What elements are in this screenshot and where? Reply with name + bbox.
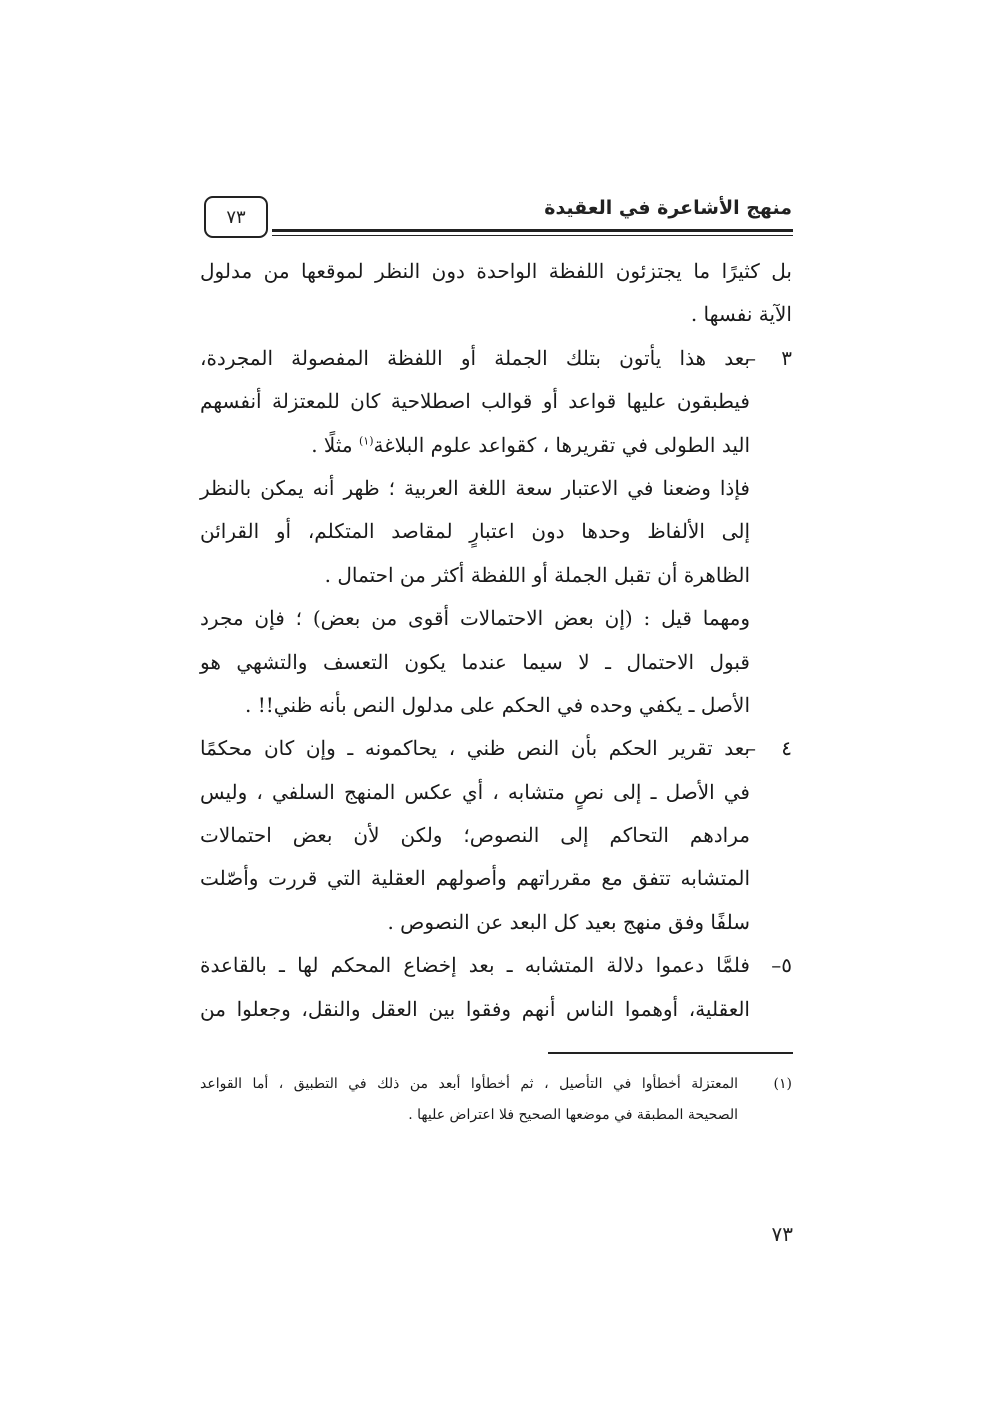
body-line-text: فإذا وضعنا في الاعتبار سعة اللغة العربية ؛ ظهر أنه يمكن بالنظر [200, 475, 750, 500]
body-line-text: بعد هذا يأتون بتلك الجملة أو اللفظة المفصولة المجردة، [200, 345, 750, 370]
list-item-number: ٣ – [746, 345, 792, 370]
body-line-text: اليد الطولى في تقريرها ، كقواعد علوم البلاغة [373, 432, 750, 457]
body-line [200, 814, 792, 857]
body-line [200, 293, 792, 336]
body-line [200, 424, 792, 467]
body-line [200, 771, 792, 814]
footnote-text: المعتزلة أخطأوا في التأصيل ، ثم أخطأوا أبعد من ذلك في التطبيق ، أما القواعد [200, 1076, 738, 1092]
body-line [200, 901, 792, 944]
body-line [200, 684, 792, 727]
body-line-text: ومهما قيل : (إن بعض الاحتمالات أقوى من بعض) ؛ فإن مجرد [200, 606, 750, 631]
body-line-text: العقلية، أوهموا الناس أنهم وفقوا بين العقل والنقل، وجعلوا من [200, 996, 750, 1021]
body-line-text: إلى الألفاظ وحدها دون اعتبارٍ لمقاصد المتكلم، أو القرائن [200, 519, 750, 544]
page-number-footer: ٧٣ [771, 1222, 793, 1246]
body-line-text: فيطبقون عليها قواعد أو قوالب اصطلاحية كان للمعتزلة أنفسهم [200, 389, 750, 414]
body-line-text: الأصل ـ يكفي وحده في الحكم على مدلول النص بأنه ظني!! . [244, 692, 750, 717]
body-text [200, 250, 792, 1031]
body-line [200, 597, 792, 640]
body-line [200, 467, 792, 510]
body-line [200, 641, 792, 684]
footnote-line [200, 1069, 792, 1100]
body-line-text: الظاهرة أن تقبل الجملة أو اللفظة أكثر من احتمال . [324, 562, 750, 587]
body-line-text: بل كثيرًا ما يجتزئون اللفظة الواحدة دون النظر لموقعها من مدلول [200, 259, 792, 283]
header-rule-thin [272, 235, 793, 236]
body-line-text: سلفًا وفق منهج بعيد كل البعد عن النصوص . [387, 909, 750, 934]
running-header-title: منهج الأشاعرة في العقيدة [544, 197, 792, 219]
body-line-text: في الأصل ـ إلى نصٍ متشابه ، أي عكس المنهج السلفي ، وليس [200, 779, 750, 804]
body-line-text: المتشابه تتفق مع مقرراتهم وأصولهم العقلية التي قررت وأصّلت [200, 866, 750, 891]
footnote-reference: (١) [358, 433, 374, 447]
body-line-text: قبول الاحتمال ـ لا سيما عندما يكون التعسف والتشهي هو [200, 649, 750, 674]
header-rule-thick [272, 229, 793, 232]
list-item-number: ٥– [771, 953, 792, 978]
body-line [200, 988, 792, 1031]
header-page-number: ٧٣ [204, 196, 268, 238]
body-line [200, 944, 792, 987]
body-line-text: فلمَّا دعموا دلالة المتشابه ـ بعد إخضاع المحكم لها ـ بالقاعدة [200, 953, 750, 978]
body-line-text: مثلًا . [311, 432, 359, 457]
body-line [200, 727, 792, 770]
body-line [200, 337, 792, 380]
footnote [200, 1069, 792, 1131]
footnote-separator [548, 1052, 793, 1054]
body-line [200, 510, 792, 553]
body-line-text: مرادهم التحاكم إلى النصوص؛ ولكن لأن بعض احتمالات [200, 823, 750, 848]
body-line [200, 380, 792, 423]
body-line [200, 250, 792, 293]
body-line-text: بعد تقرير الحكم بأن النص ظني ، يحاكمونه ـ وإن كان محكمًا [200, 736, 750, 761]
footnote-number: (١) [773, 1076, 792, 1092]
body-line [200, 554, 792, 597]
body-line-text: الآية نفسها . [690, 302, 792, 327]
footnote-text: الصحيحة المطبقة في موضعها الصحيح فلا اعتراض عليها . [408, 1107, 738, 1123]
list-item-number: ٤ – [746, 736, 792, 761]
body-line [200, 857, 792, 900]
footnote-line [200, 1100, 792, 1131]
